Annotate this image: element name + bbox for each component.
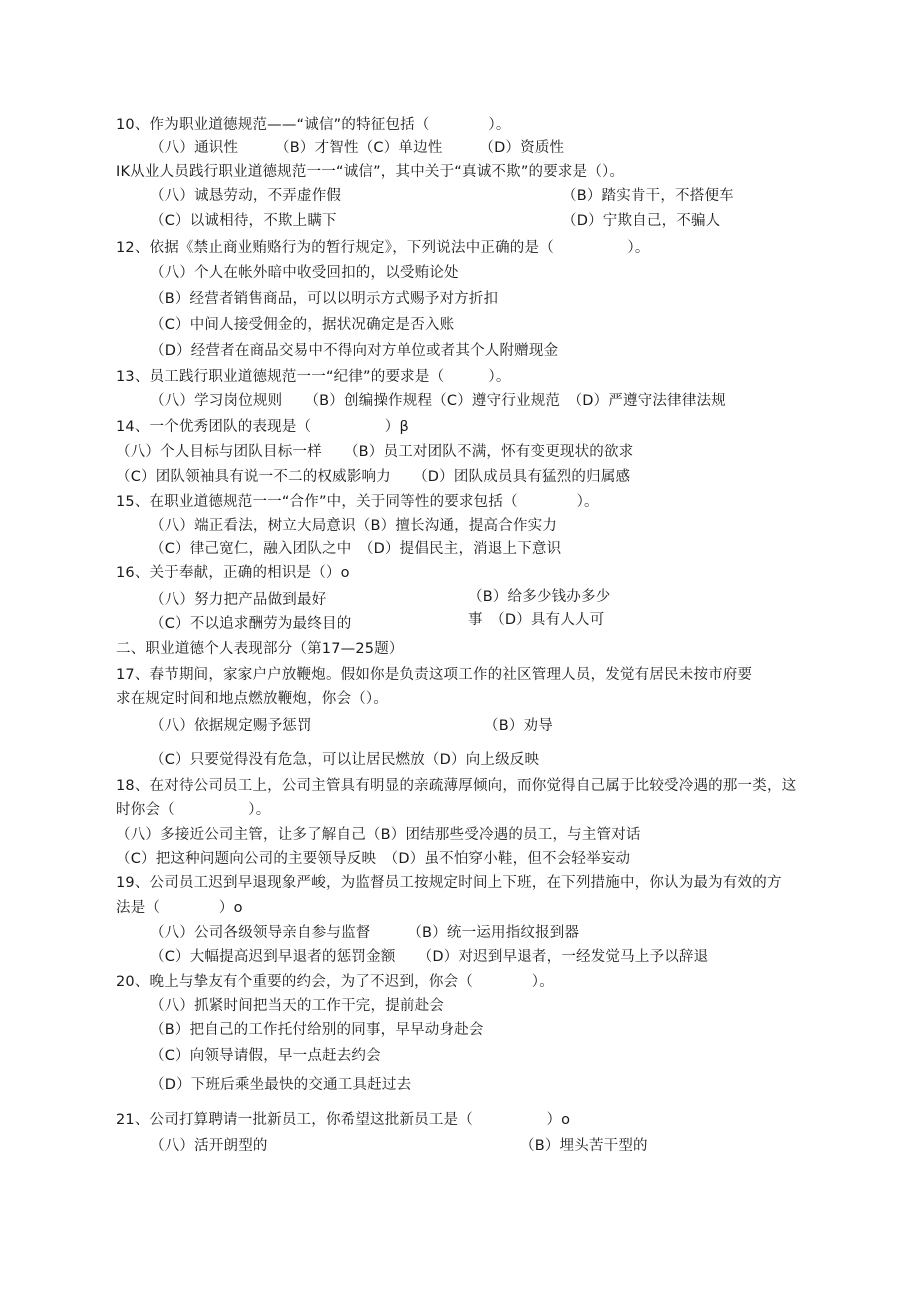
question-21-option-b: （B）埋头苦干型的 bbox=[520, 1138, 648, 1154]
question-11-option-b: （B）踏实肯干，不搭便车 bbox=[562, 188, 734, 204]
question-19-options-ab: （八）公司各级领导亲自参与监督 （B）统一运用指纹报到器 bbox=[150, 925, 580, 941]
question-17-options-cd: （C）只要觉得没有危急，可以让居民燃放（D）向上级反映 bbox=[150, 752, 540, 768]
question-19-options-cd: （C）大幅提高迟到早退者的惩罚金额 （D）对迟到早退者，一经发觉马上予以辞退 bbox=[150, 949, 709, 965]
question-21-option-a: （八）活开朗型的 bbox=[150, 1138, 268, 1154]
question-20-option-b: （B）把自己的工作托付给别的同事，早早动身赴会 bbox=[150, 1022, 484, 1038]
question-12-option-b: （B）经营者销售商品，可以以明示方式赐予对方折扣 bbox=[150, 291, 499, 307]
question-12-option-c: （C）中间人接受佣金的，据状况确定是否入账 bbox=[150, 317, 455, 333]
question-17-option-a: （八）依据规定赐予惩罚 bbox=[150, 718, 312, 734]
question-17-line-2: 求在规定时间和地点燃放鞭炮，你会（）。 bbox=[116, 691, 389, 707]
question-11: IK从业人员践行职业道德规范一一“诚信”，其中关于“真诚不欺”的要求是（）。 bbox=[116, 164, 625, 180]
question-11-option-c: （C）以诚相待，不欺上瞒下 bbox=[150, 213, 337, 229]
question-17-line-1: 17、春节期间，家家户户放鞭炮。假如你是负责这项工作的社区管理人员，发觉有居民未按市府要 bbox=[116, 667, 753, 683]
question-18-line-1: 18、在对待公司员工上，公司主管具有明显的亲疏薄厚倾向，而你觉得自己属于比较受冷遇的那一类，这 bbox=[116, 778, 797, 794]
question-18-line-2: 时你会（ ）。 bbox=[116, 802, 271, 818]
question-16-option-d: 事 （D）具有人人可 bbox=[468, 612, 605, 628]
question-19-line-2: 法是（ ）o bbox=[116, 900, 243, 916]
question-18-options-ab: （八）多接近公司主管，让多了解自己（B）团结那些受冷遇的员工，与主管对话 bbox=[116, 827, 641, 843]
question-12-option-a: （八）个人在帐外暗中收受回扣的，以受贿论处 bbox=[150, 265, 459, 281]
question-12-option-d: （D）经营者在商品交易中不得向对方单位或者其个人附赠现金 bbox=[150, 343, 559, 359]
question-15: 15、在职业道德规范一一“合作”中，关于同等性的要求包括（ ）。 bbox=[116, 494, 599, 510]
question-20-option-c: （C）向领导请假，早一点赶去约会 bbox=[150, 1048, 381, 1064]
question-14-options-ab: （八）个人目标与团队目标一样 （B）员工对团队不满，怀有变更现状的欲求 bbox=[116, 444, 634, 460]
question-10-options: （八）通识性 （B）才智性（C）单边性 （D）资质性 bbox=[150, 140, 565, 156]
question-13: 13、员工践行职业道德规范一一“纪律”的要求是（ ）。 bbox=[116, 369, 511, 385]
section-heading: 二、职业道德个人表现部分（第17—25题） bbox=[116, 641, 404, 657]
question-11-option-a: （八）诚恳劳动，不弄虚作假 bbox=[150, 188, 342, 204]
question-18-options-cd: （C）把这种问题向公司的主要领导反映 （D）虽不怕穿小鞋，但不会轻举妄动 bbox=[116, 851, 631, 867]
question-12: 12、依据《禁止商业贿赂行为的暂行规定》，下列说法中正确的是（ ）。 bbox=[116, 240, 650, 256]
question-13-options: （八）学习岗位规则 （B）创编操作规程（C）遵守行业规范 （D）严遵守法律律法规 bbox=[150, 393, 726, 409]
question-21: 21、公司打算聘请一批新员工，你希望这批新员工是（ ）o bbox=[116, 1112, 571, 1128]
question-15-options-cd: （C）律己宽仁，融入团队之中 （D）提倡民主，消退上下意识 bbox=[150, 541, 562, 557]
question-11-option-d: （D）宁欺自己，不骗人 bbox=[562, 213, 721, 229]
question-15-options-ab: （八）端正看法，树立大局意识（B）擅长沟通，提高合作实力 bbox=[150, 518, 558, 534]
question-17-option-b: （B）劝导 bbox=[484, 718, 553, 734]
question-20-option-a: （八）抓紧时间把当天的工作干完，提前赴会 bbox=[150, 998, 444, 1014]
question-16-option-a: （八）努力把产品做到最好 bbox=[150, 592, 327, 608]
question-20: 20、晚上与挚友有个重要的约会，为了不迟到，你会（ ）。 bbox=[116, 974, 554, 990]
question-10: 10、作为职业道德规范——“诚信”的特征包括（ ）。 bbox=[116, 117, 511, 133]
question-16-option-b: （B）给多少钱办多少 bbox=[468, 589, 611, 605]
question-20-option-d: （D）下班后乘坐最快的交通工具赶过去 bbox=[150, 1077, 412, 1093]
question-14: 14、一个优秀团队的表现是（ ）β bbox=[116, 419, 409, 435]
question-19-line-1: 19、公司员工迟到早退现象严峻，为监督员工按规定时间上下班，在下列措施中，你认为最为有效的方 bbox=[116, 875, 782, 891]
question-16-option-c: （C）不以追求酬劳为最终目的 bbox=[150, 616, 352, 632]
question-14-options-cd: （C）团队领袖具有说一不二的权威影响力 （D）团队成员具有猛烈的归属感 bbox=[116, 469, 631, 485]
question-16: 16、关于奉献，正确的相识是（）o bbox=[116, 565, 350, 581]
